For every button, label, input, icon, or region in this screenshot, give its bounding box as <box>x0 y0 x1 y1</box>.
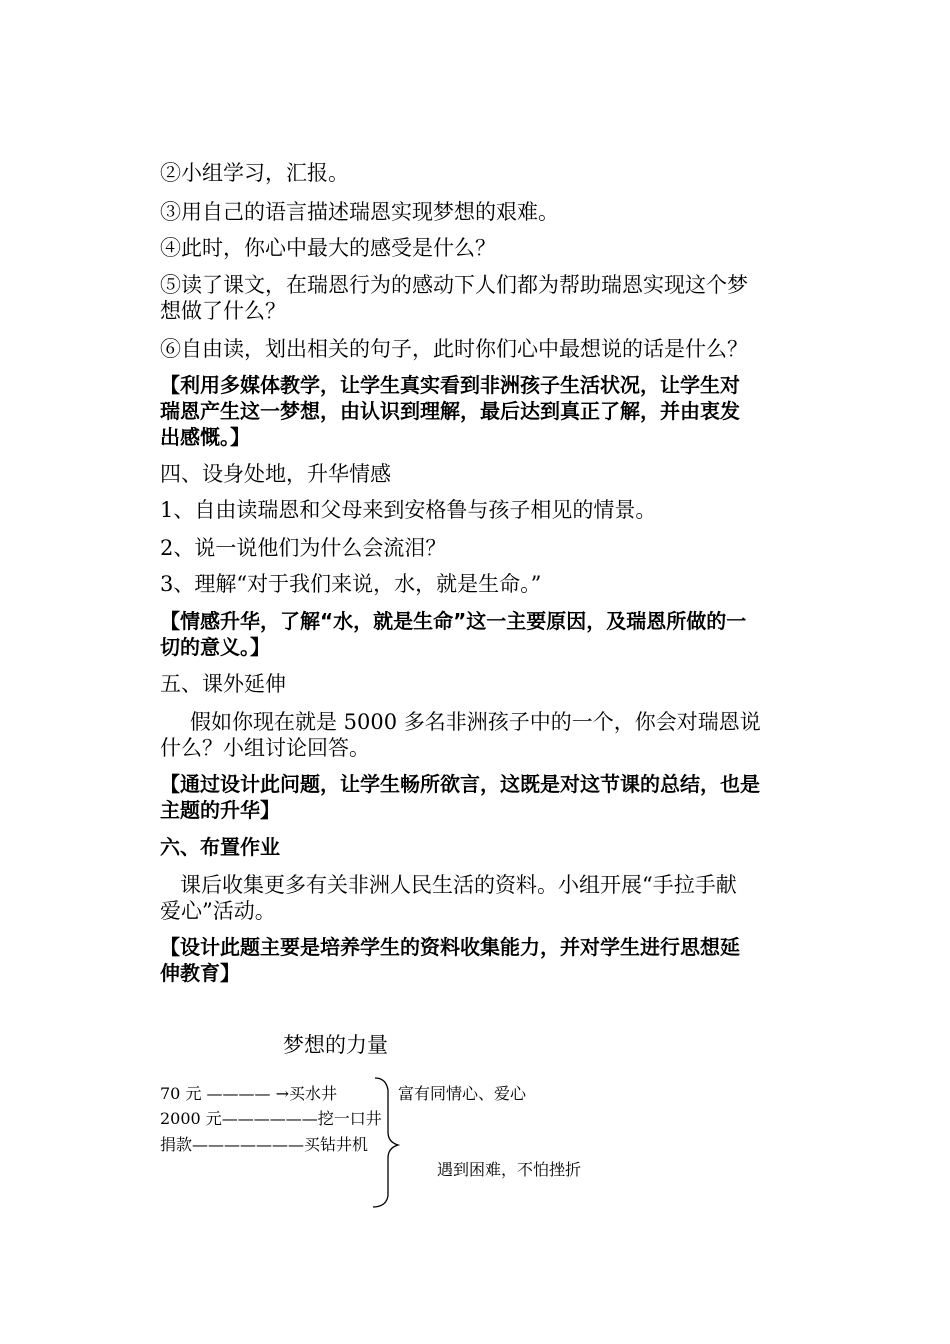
section-6-heading: 六、布置作业 <box>160 835 280 859</box>
comment-1-line1: 【利用多媒体教学，让学生真实看到非洲孩子生活状况，让学生对 <box>160 373 740 397</box>
comment-4-line1: 【设计此题主要是培养学生的资料收集能力，并对学生进行思想延 <box>160 935 740 959</box>
comment-4-line2: 伸教育】 <box>160 961 240 985</box>
diagram-result-2: 遇到困难，不怕挫折 <box>437 1160 582 1179</box>
diagram-row-2: 2000 元——————挖一口井 <box>160 1109 382 1128</box>
step-3: ③用自己的语言描述瑞恩实现梦想的艰难。 <box>160 200 559 224</box>
section-5-text-line2: 什么？小组讨论回答。 <box>160 736 370 760</box>
section-4-item-2: 2、说一说他们为什么会流泪？ <box>160 536 447 560</box>
comment-3-line1: 【通过设计此问题，让学生畅所欲言，这既是对这节课的总结，也是 <box>160 772 760 796</box>
step-6: ⑥自由读，划出相关的句子，此时你们心中最想说的话是什么？ <box>160 337 748 361</box>
section-6-text-line2: 爱心”活动。 <box>160 899 276 923</box>
step-4: ④此时，你心中最大的感受是什么？ <box>160 236 496 260</box>
section-5-heading: 五、课外延伸 <box>160 672 286 696</box>
comment-1-line3: 出感慨。】 <box>160 425 250 449</box>
comment-1-line2: 瑞恩产生这一梦想，由认识到理解，最后达到真正了解，并由衷发 <box>160 399 740 423</box>
step-5-line1: ⑤读了课文，在瑞恩行为的感动下人们都为帮助瑞恩实现这个梦 <box>160 273 748 297</box>
diagram-row-1: 70 元 ———— →买水井 <box>160 1084 338 1103</box>
comment-3-line2: 主题的升华】 <box>160 798 280 822</box>
section-4-item-3: 3、理解“对于我们来说，水，就是生命。” <box>160 572 542 596</box>
comment-2-line2: 切的意义。】 <box>160 635 270 659</box>
diagram-row-3: 捐款———————买钻井机 <box>160 1135 369 1154</box>
step-2: ②小组学习，汇报。 <box>160 161 349 185</box>
comment-2-line1: 【情感升华，了解“水，就是生命”这一主要原因，及瑞恩所做的一 <box>160 609 747 633</box>
diagram-title: 梦想的力量 <box>283 1033 388 1057</box>
section-6-text-line1: 课后收集更多有关非洲人民生活的资料。小组开展“手拉手献 <box>180 873 737 897</box>
section-5-text-line1: 假如你现在就是 5000 多名非洲孩子中的一个，你会对瑞恩说 <box>190 710 761 734</box>
section-4-item-1: 1、自由读瑞恩和父母来到安格鲁与孩子相见的情景。 <box>160 498 657 522</box>
section-4-heading: 四、设身处地，升华情感 <box>160 462 391 486</box>
diagram-result-1: 富有同情心、爱心 <box>398 1084 527 1103</box>
step-5-line2: 想做了什么？ <box>160 299 286 323</box>
